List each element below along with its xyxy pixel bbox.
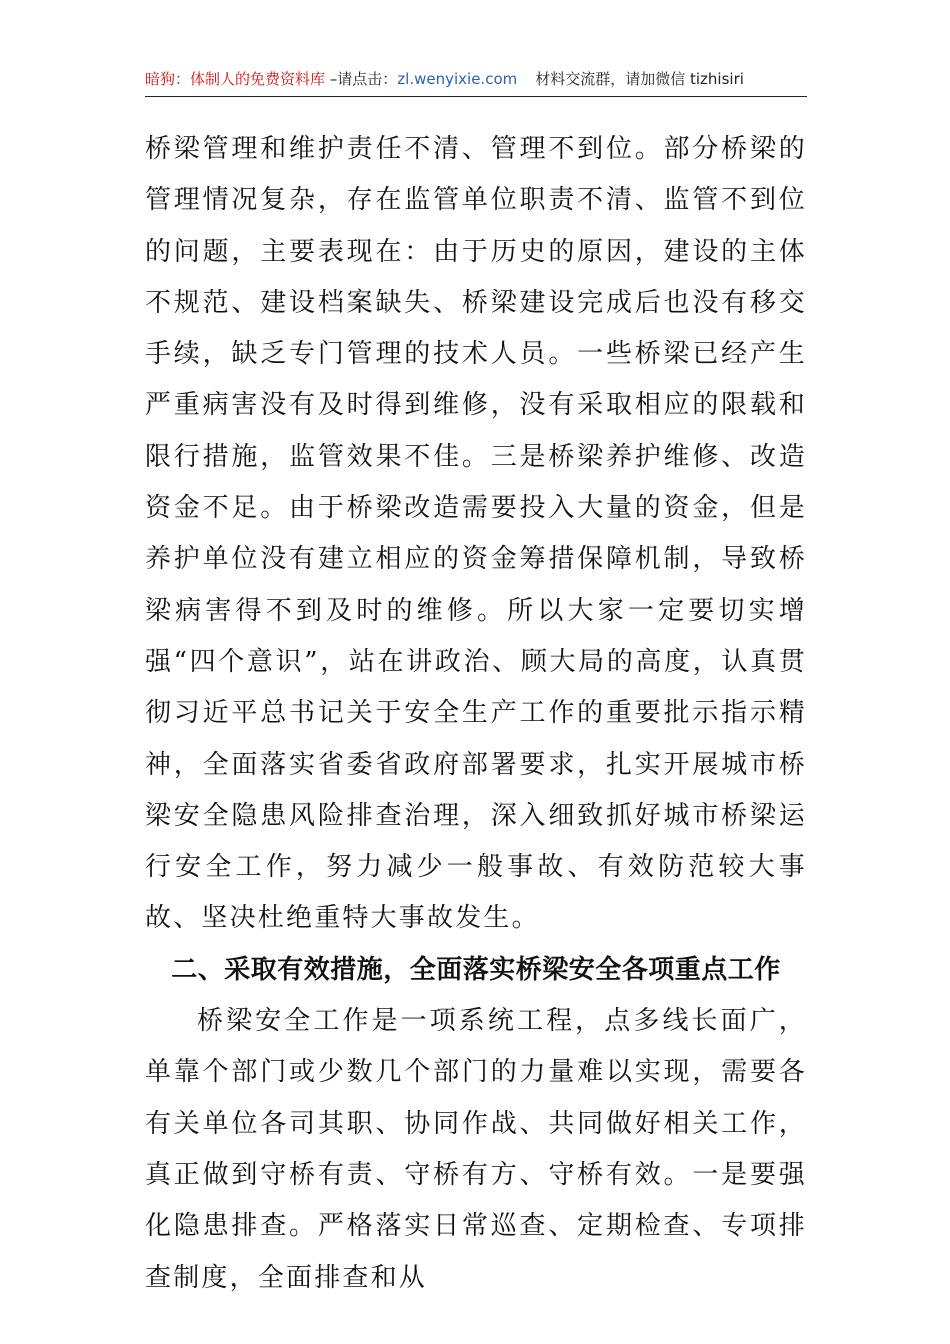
page-header [145, 66, 807, 97]
header-extra: 材料交流群，请加微信 tizhisiri [535, 70, 744, 88]
body-paragraph: 桥梁管理和维护责任不清、管理不到位。部分桥梁的管理情况复杂，存在监管单位职责不清、监管不到位的问题，主要表现在：由于历史的原因，建设的主体不规范、建设档案缺失、桥梁建设完成后也没有移交手续，缺乏专门管理的技术人员。一些桥梁已经产生严重病害没有及时得到维修，没有采取相应的限载和限行措施，监管效果不佳。三是桥梁养护维修、改造资金不足。由于桥梁改造需要投入大量的资金，但是养护单位没有建立相应的资金筹措保障机制，导致桥梁病害得不到及时的维修。所以大家一定要切实增强“四个意识”，站在讲政治、顾大局的高度，认真贯彻习近平总书记关于安全生产工作的重要批示指示精神，全面落实省委省政府部署要求，扎实开展城市桥梁安全隐患风险排查治理，深入细致抓好城市桥梁运行安全工作，努力减少一般事故、有效防范较大事故、坚决杜绝重特大事故发生。 [145, 134, 807, 934]
header-brand: 暗狗：体制人的免费资料库 [145, 70, 326, 88]
header-separator: –请点击： [325, 70, 398, 88]
document-body [145, 124, 807, 1304]
section-heading: 二、采取有效措施，全面落实桥梁安全各项重点工作 [171, 954, 781, 985]
header-link[interactable]: zl.wenyixie.com [397, 70, 518, 88]
section-paragraph: 桥梁安全工作是一项系统工程，点多线长面广，单靠个部门或少数几个部门的力量难以实现，需要各有关单位各司其职、协同作战、共同做好相关工作，真正做到守桥有责、守桥有方、守桥有效。一是要强化隐患排查。严格落实日常巡查、定期检查、专项排查制度，全面排查和从 [145, 1006, 807, 1293]
